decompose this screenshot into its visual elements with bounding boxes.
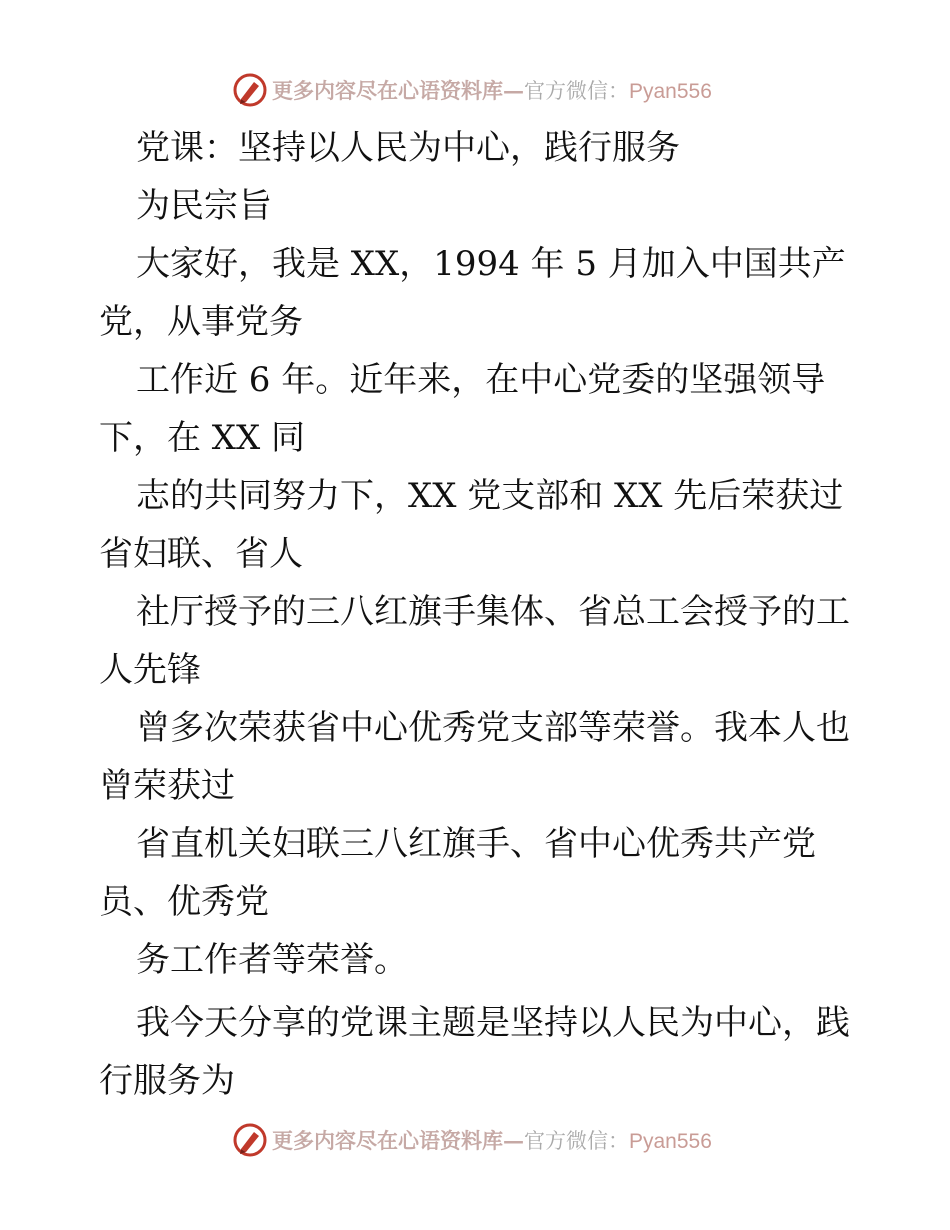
banner-wechat-id: Pyan556	[629, 80, 712, 103]
paragraph-line: 曾多次荣获省中心优秀党支部等荣誉。我本人也	[136, 708, 850, 748]
paragraph-line: 下，在 XX 同	[99, 418, 306, 458]
pen-logo-icon	[232, 72, 268, 108]
banner-text	[272, 1126, 712, 1156]
paragraph-line: 务工作者等荣誉。	[136, 940, 408, 980]
paragraph-line: 曾荣获过	[99, 766, 235, 806]
banner-dash: —	[503, 1128, 524, 1153]
banner-dash: —	[503, 78, 524, 103]
banner-text	[272, 76, 712, 106]
paragraph-line: 我今天分享的党课主题是坚持以人民为中心，践	[136, 1003, 850, 1043]
banner-wechat-label: 官方微信：	[524, 79, 629, 103]
doc-title-line-1: 党课：坚持以人民为中心，践行服务	[136, 128, 680, 168]
header-banner	[0, 70, 950, 110]
paragraph-line: 员、优秀党	[99, 882, 269, 922]
footer-banner	[0, 1120, 950, 1160]
paragraph-line: 省直机关妇联三八红旗手、省中心优秀共产党	[136, 824, 816, 864]
doc-title-line-2: 为民宗旨	[136, 186, 272, 226]
banner-wechat-label: 官方微信：	[524, 1129, 629, 1153]
paragraph-line: 行服务为	[99, 1061, 235, 1101]
pen-logo-icon	[232, 1122, 268, 1158]
paragraph-line: 志的共同努力下，XX 党支部和 XX 先后荣获过	[136, 476, 844, 516]
banner-site-name: 更多内容尽在心语资料库	[272, 78, 503, 103]
paragraph-line: 社厅授予的三八红旗手集体、省总工会授予的工	[136, 592, 850, 632]
banner-wechat-id: Pyan556	[629, 1130, 712, 1153]
paragraph-line: 工作近 6 年。近年来，在中心党委的坚强领导	[136, 360, 826, 400]
paragraph-line: 大家好，我是 XX，1994 年 5 月加入中国共产	[136, 244, 846, 284]
paragraph-line: 省妇联、省人	[99, 534, 303, 574]
banner-site-name: 更多内容尽在心语资料库	[272, 1128, 503, 1153]
paragraph-line: 人先锋	[99, 650, 201, 690]
paragraph-line: 党，从事党务	[99, 302, 303, 342]
